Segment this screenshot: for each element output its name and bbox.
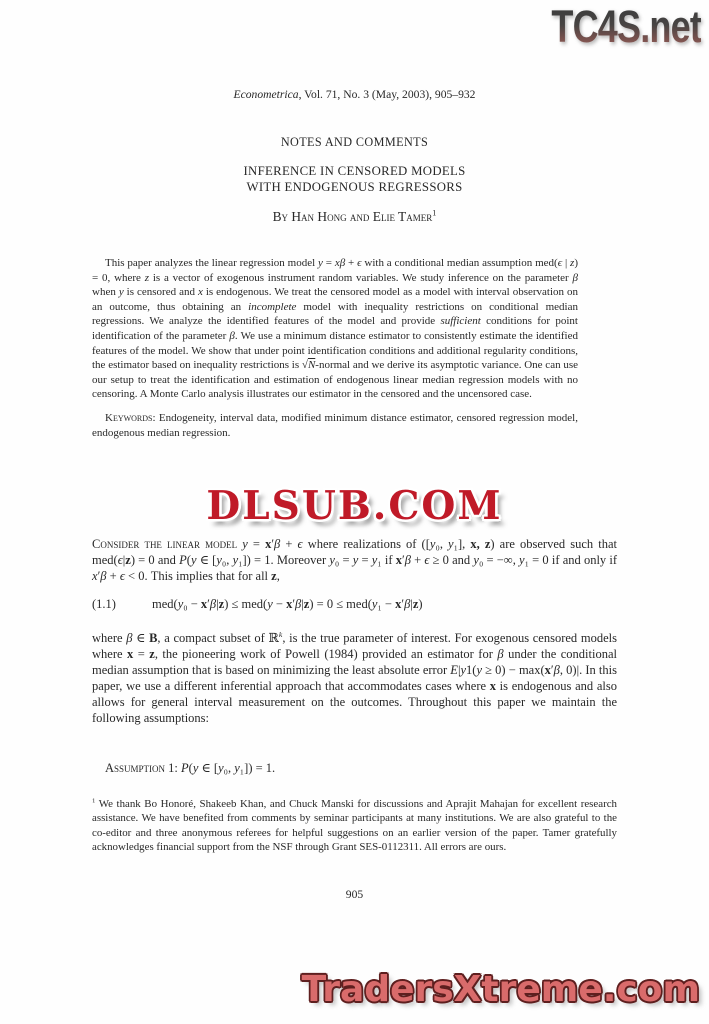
body-paragraph-2: where β ∈ B, a compact subset of ℝ$^k$, is the true parameter of interest. For exogenous censored models where x = z, the pioneering work of Powell (1984) provided an estimator for β under the conditional median assumption that is based on minimizing the least absolute error E|y1(y ≥ 0) − max(x′β, 0)|. In this paper, we use a different inferential approach that accommodates cases where x is endogenous and also allows for general interval measurement on the outcomes. Throughout this paper we maintain the following assumptions: bbox=[92, 629, 617, 725]
footnote-1: $^1$ We thank Bo Honoré, Shakeeb Khan, and Chuck Manski for discussions and Aprajit Mahajan for excellent research assistance. We have benefited from comments by seminar participants at many institutions. We are also grateful to the co-editor and three anonymous referees for helpful suggestions on an earlier version of the paper. Tamer gratefully acknowledges financial support from the NSF through Grant SES-0112311. All errors are ours. bbox=[92, 797, 617, 853]
author-byline: By Han Hong and Elie Tamer$^1$ bbox=[272, 208, 437, 224]
equation-1-1 bbox=[92, 597, 617, 612]
equation-content: med(y₀ − x′β|z) ≤ med(y − x′β|z) = 0 ≤ med(y₁ − x′β|z) bbox=[152, 597, 423, 611]
abstract bbox=[92, 256, 578, 440]
paper-title bbox=[0, 163, 709, 195]
page-number: 905 bbox=[345, 888, 364, 901]
paper-title-line-2: WITH ENDOGENOUS REGRESSORS bbox=[246, 180, 463, 194]
dlsub-watermark-logo: DLSUB.COM bbox=[206, 483, 503, 529]
section-heading: NOTES AND COMMENTS bbox=[280, 135, 429, 149]
keywords-line: Keywords: Endogeneity, interval data, modified minimum distance estimator, censored regression model, endogenous median regression. bbox=[92, 411, 578, 439]
equation-number: (1.1) bbox=[92, 597, 116, 611]
assumption-1: Assumption 1: P(y ∈ [y₀, y₁]) = 1. bbox=[105, 761, 276, 775]
paper-title-line-1: INFERENCE IN CENSORED MODELS bbox=[243, 164, 466, 178]
abstract-text: This paper analyzes the linear regression model y = xβ + ϵ with a conditional median assumption med(ϵ | z) = 0, where z is a vector of exogenous instrument random variables. We study inference on the parameter β when y is censored and x is endogenous. We treat the censored model as a model with interval observation on an outcome, thus obtaining an incomplete model with inequality restrictions on conditional median regressions. We analyze the identified features of the model and provide sufficient conditions for point identification of the parameter β. We use a minimum distance estimator to consistently estimate the identified features of the model. We show that under point identification conditions and additional regularity conditions, the estimator based on inequality restrictions is √N-normal and we derive its asymptotic variance. One can use our setup to treat the identification and estimation of endogenous linear median regression models with no censoring. A Monte Carlo analysis illustrates our estimator in the censored and the uncensored case. bbox=[92, 257, 578, 401]
body-paragraph-1: Consider the linear model y = x′β + ϵ where realizations of ([y₀, y₁], x, z) are observed such that med(ϵ|z) = 0 and P(y ∈ [y₀, y₁]) = 1. Moreover y₀ = y = y₁ if x′β + ϵ ≥ 0 and y₀ = −∞, y₁ = 0 if and only if x′β + ϵ < 0. This implies that for all z, bbox=[92, 537, 618, 583]
journal-citation-line: Econometrica, Vol. 71, No. 3 (May, 2003), 905–932 bbox=[233, 88, 476, 101]
tc4s-watermark-logo: TC4S.net bbox=[551, 1, 701, 52]
tradersxtreme-watermark-logo: TradersXtreme.com bbox=[301, 969, 700, 1010]
